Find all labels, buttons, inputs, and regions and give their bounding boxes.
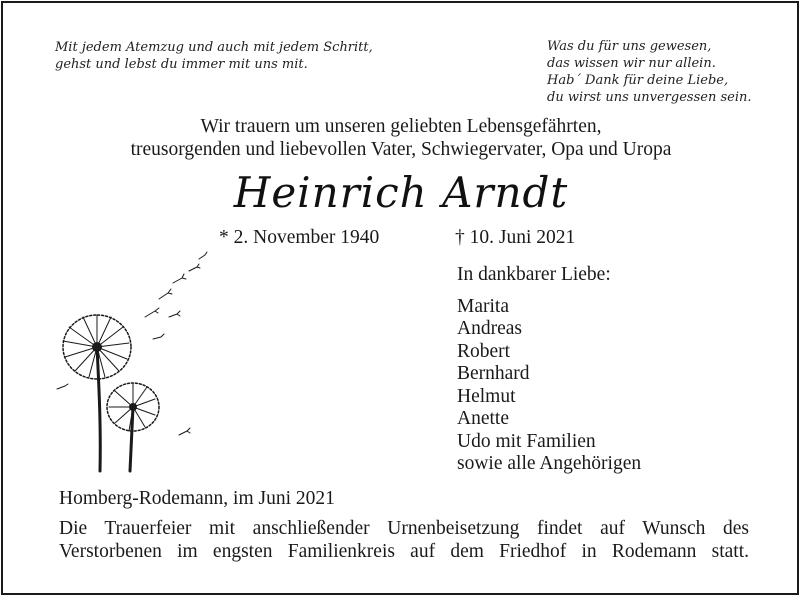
birth-date: * 2. November 1940 bbox=[219, 227, 380, 248]
intro-line: treusorgenden und liebevollen Vater, Schwiegervater, Opa und Uropa bbox=[130, 139, 672, 160]
mourner-name: Helmut bbox=[457, 385, 516, 407]
ceremony-notice bbox=[59, 517, 749, 563]
quote-right-line: das wissen wir nur allein. bbox=[547, 56, 716, 71]
mourner-name: Marita bbox=[457, 295, 509, 317]
ceremony-line: Verstorbenen im engsten Familienkreis auf dem Friedhof in Rodemann statt. bbox=[59, 541, 749, 562]
mourner-name: Bernhard bbox=[457, 363, 530, 384]
mourner-name: sowie alle Angehörigen bbox=[457, 453, 642, 474]
deceased-name: Heinrich Arndt bbox=[233, 168, 569, 217]
place-date: Homberg-Rodemann, im Juni 2021 bbox=[59, 488, 335, 509]
quote-left bbox=[55, 39, 373, 73]
mourners-heading: In dankbarer Liebe: bbox=[457, 264, 611, 285]
quote-right-line: du wirst uns unvergessen sein. bbox=[547, 90, 752, 105]
quote-right-line: Was du für uns gewesen, bbox=[547, 39, 712, 54]
mourner-name: Andreas bbox=[457, 318, 522, 339]
quote-right-line: Hab´ Dank für deine Liebe, bbox=[547, 73, 729, 88]
quote-left-line: gehst und lebst du immer mit uns mit. bbox=[55, 57, 308, 72]
quote-left-line: Mit jedem Atemzug und auch mit jedem Schritt, bbox=[55, 40, 373, 55]
quote-right bbox=[547, 38, 751, 106]
death-date: † 10. Juni 2021 bbox=[455, 227, 576, 248]
obituary-notice bbox=[1, 1, 799, 595]
dandelion-icon bbox=[49, 247, 209, 473]
intro-text bbox=[3, 115, 799, 161]
mourner-name: Robert bbox=[457, 340, 511, 362]
mourner-name: Anette bbox=[457, 408, 509, 429]
mourner-name: Udo mit Familien bbox=[457, 430, 596, 452]
ceremony-line: Die Trauerfeier mit anschließender Urnenbeisetzung findet auf Wunsch des bbox=[59, 518, 749, 539]
intro-line: Wir trauern um unseren geliebten Lebensgefährten, bbox=[200, 116, 602, 137]
mourners-list bbox=[457, 264, 641, 476]
